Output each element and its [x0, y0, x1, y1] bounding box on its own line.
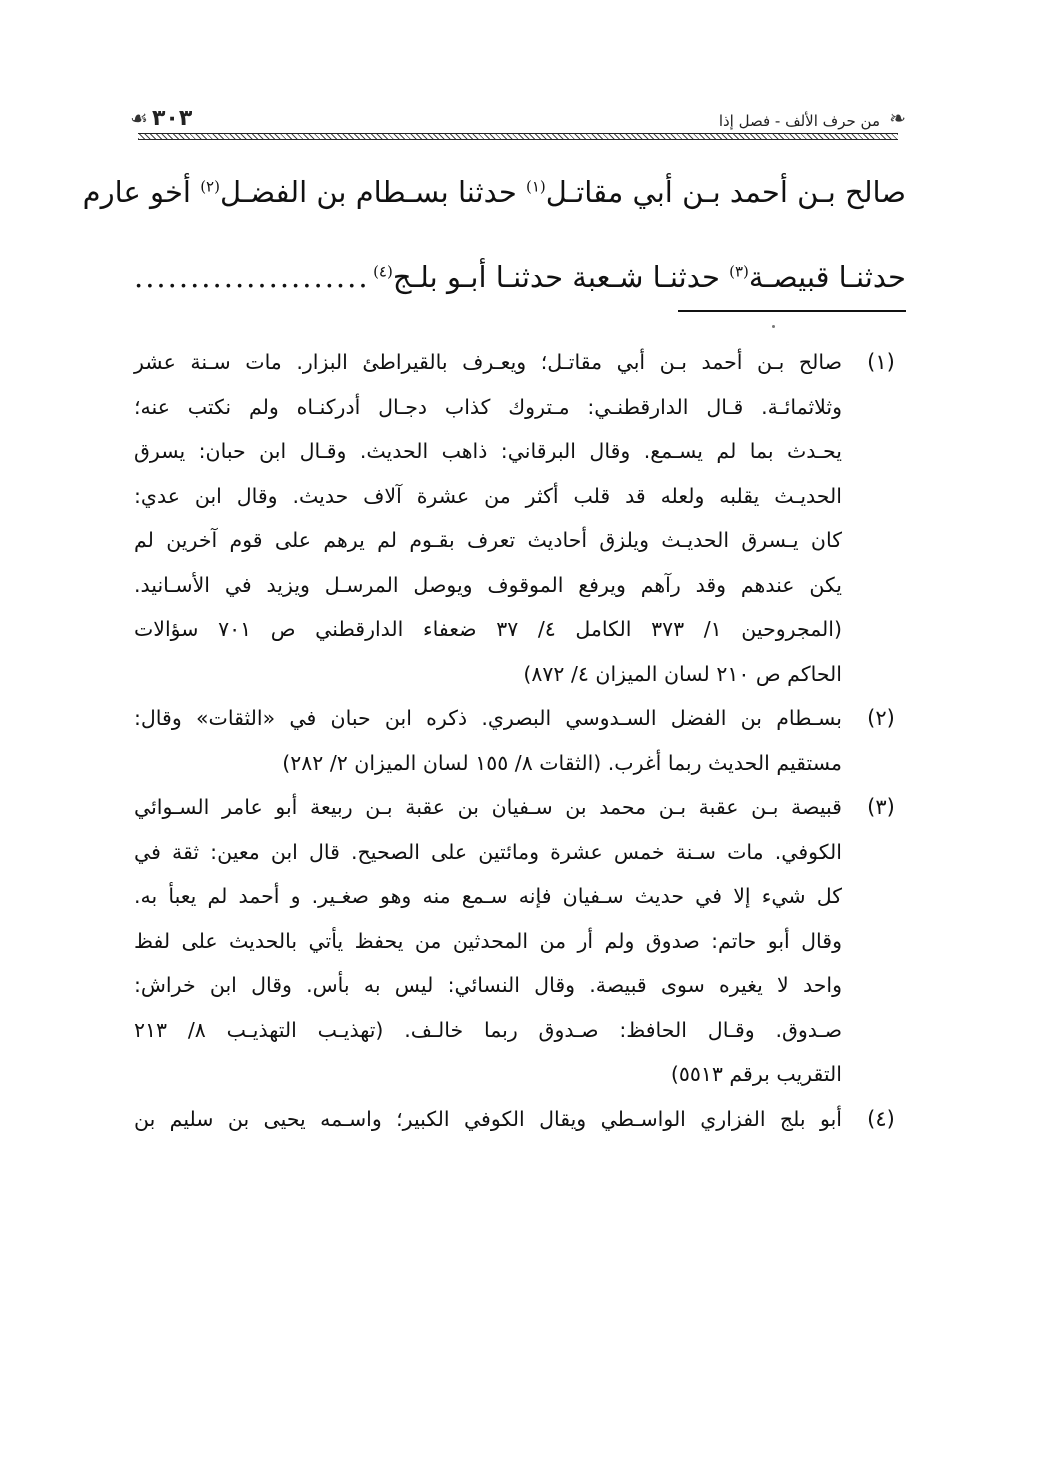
page-number: ٣٠٣ [152, 106, 193, 131]
footnote-line: مستقيم الحديث ربما أغرب. (الثقات ٨/ ١٥٥ لسان الميزان ٢/ ٢٨٢) [282, 750, 842, 775]
footnote-1 [134, 340, 906, 696]
footnote-ref-3[interactable]: (٣) [729, 262, 749, 281]
main-text-segment: حدثنـا شـعبة حدثنـا أبـو بلـج [392, 260, 730, 294]
footnote-line: قبيصة بـن عقبة بـن محمد بن سـفيان بن عقبة بـن ربيعة أبو عامر السـوائي [134, 795, 842, 819]
main-text-segment: أخو عارم [82, 175, 201, 209]
footnote-line: بسـطام بن الفضل السـدوسي البصري. ذكره ابن حبان في «الثقات» وقال: [134, 706, 842, 730]
footnote-line: الكوفي. مات سـنة خمس عشرة ومائتين على الصحيح. قال ابن معين: ثقة في [134, 839, 842, 864]
footnote-line: الحاكم ص ٢١٠ لسان الميزان ٤/ ٨٧٢) [523, 661, 842, 686]
main-text [82, 150, 906, 320]
ornament-right-icon: ❧ [889, 106, 906, 130]
ornament-left-icon: ☙ [130, 106, 148, 130]
footnote-number: (١) [867, 350, 895, 374]
footnote-line: الحديـث يقلبه ولعله قد قلب أكثر من عشرة آلاف حديث. وقال ابن عدي: [134, 483, 842, 508]
footnote-number: (٣) [867, 795, 895, 819]
main-text-segment: صالح بـن أحمد بـن أبي مقاتـل [545, 175, 906, 209]
main-text-run [373, 235, 906, 320]
running-header [130, 100, 906, 140]
main-text-segment: حدثنـا قبيصـة [748, 260, 906, 294]
footnote-number: (٤) [867, 1106, 895, 1131]
footnote-line: وثلاثمائـة. قـال الدارقطنـي: مـتروك كذاب دجـال أدركنـاه ولم نكتب عنه؛ [134, 394, 842, 419]
continuation-dots: ..................... [134, 260, 370, 294]
header-rule [138, 133, 898, 140]
footnote-ref-2[interactable]: (٢) [200, 177, 220, 196]
footnote-line: أبو بلج الفزاري الواسـطي ويقال الكوفي الكبير؛ واسـمه يحيى بن سليم بن [134, 1106, 842, 1131]
footnote-line: كان يـسرق الحديـث ويلزق أحاديث تعرف بقـوم لم يرهم على قوم آخرين لم [134, 528, 842, 552]
footnote-line: كل شيء إلا في حديث سـفيان فإنه سـمع منه وهو صغـير. و أحمد لم يعبأ به. [134, 884, 842, 908]
footnote-number: (٢) [867, 706, 895, 730]
footnote-line: التقريب برقم ٥٥١٣) [670, 1062, 842, 1086]
main-text-segment: حدثنا بسـطام بن الفضـل [219, 175, 526, 209]
footnote-line: (المجروحين ١/ ٣٧٣ الكامل ٤/ ٣٧ ضعفاء الدارقطني ص ٧٠١ سؤالات [134, 617, 842, 641]
footnote-separator [678, 310, 906, 312]
footnote-ref-4[interactable]: (٤) [373, 262, 393, 281]
footnote-4 [134, 1097, 906, 1142]
footnote-line: صالح بـن أحمد بـن أبي مقاتـل؛ ويعـرف بالقيراطئ البزار. مات سـنة عشر [134, 350, 842, 374]
main-line-2 [134, 235, 906, 320]
footnote-3 [134, 785, 906, 1097]
footnote-2 [134, 696, 906, 785]
footnote-line: صـدوق. وقـال الحافظ: صـدوق ربما خالـف. (تهذيـب التهذيـب ٨/ ٢١٣ [134, 1017, 842, 1042]
header-title: من حرف الألف - فصل إذا [718, 112, 880, 130]
footnote-line: يكن عندهم وقد رآهم ويرفع الموقوف ويوصل المرسـل ويزيد في الأسـانيد. [134, 572, 842, 597]
main-line-1 [82, 150, 906, 235]
footnote-line: وقال أبو حاتم: صدوق ولم أر من المحدثين من يحفظ يأتي بالحديث على لفظ [134, 928, 842, 953]
footnote-line: يحـدث بما لم يسـمع. وقال البرقاني: ذاهب الحديث. وقـال ابن حبان: يسرق [134, 439, 842, 463]
stray-dot [772, 325, 775, 328]
footnotes [134, 340, 906, 1141]
footnote-line: واحد لا يغيره سوى قبيصة. وقال النسائي: ليس به بأس. وقال ابن خراش: [134, 973, 842, 997]
footnote-ref-1[interactable]: (١) [525, 177, 546, 196]
